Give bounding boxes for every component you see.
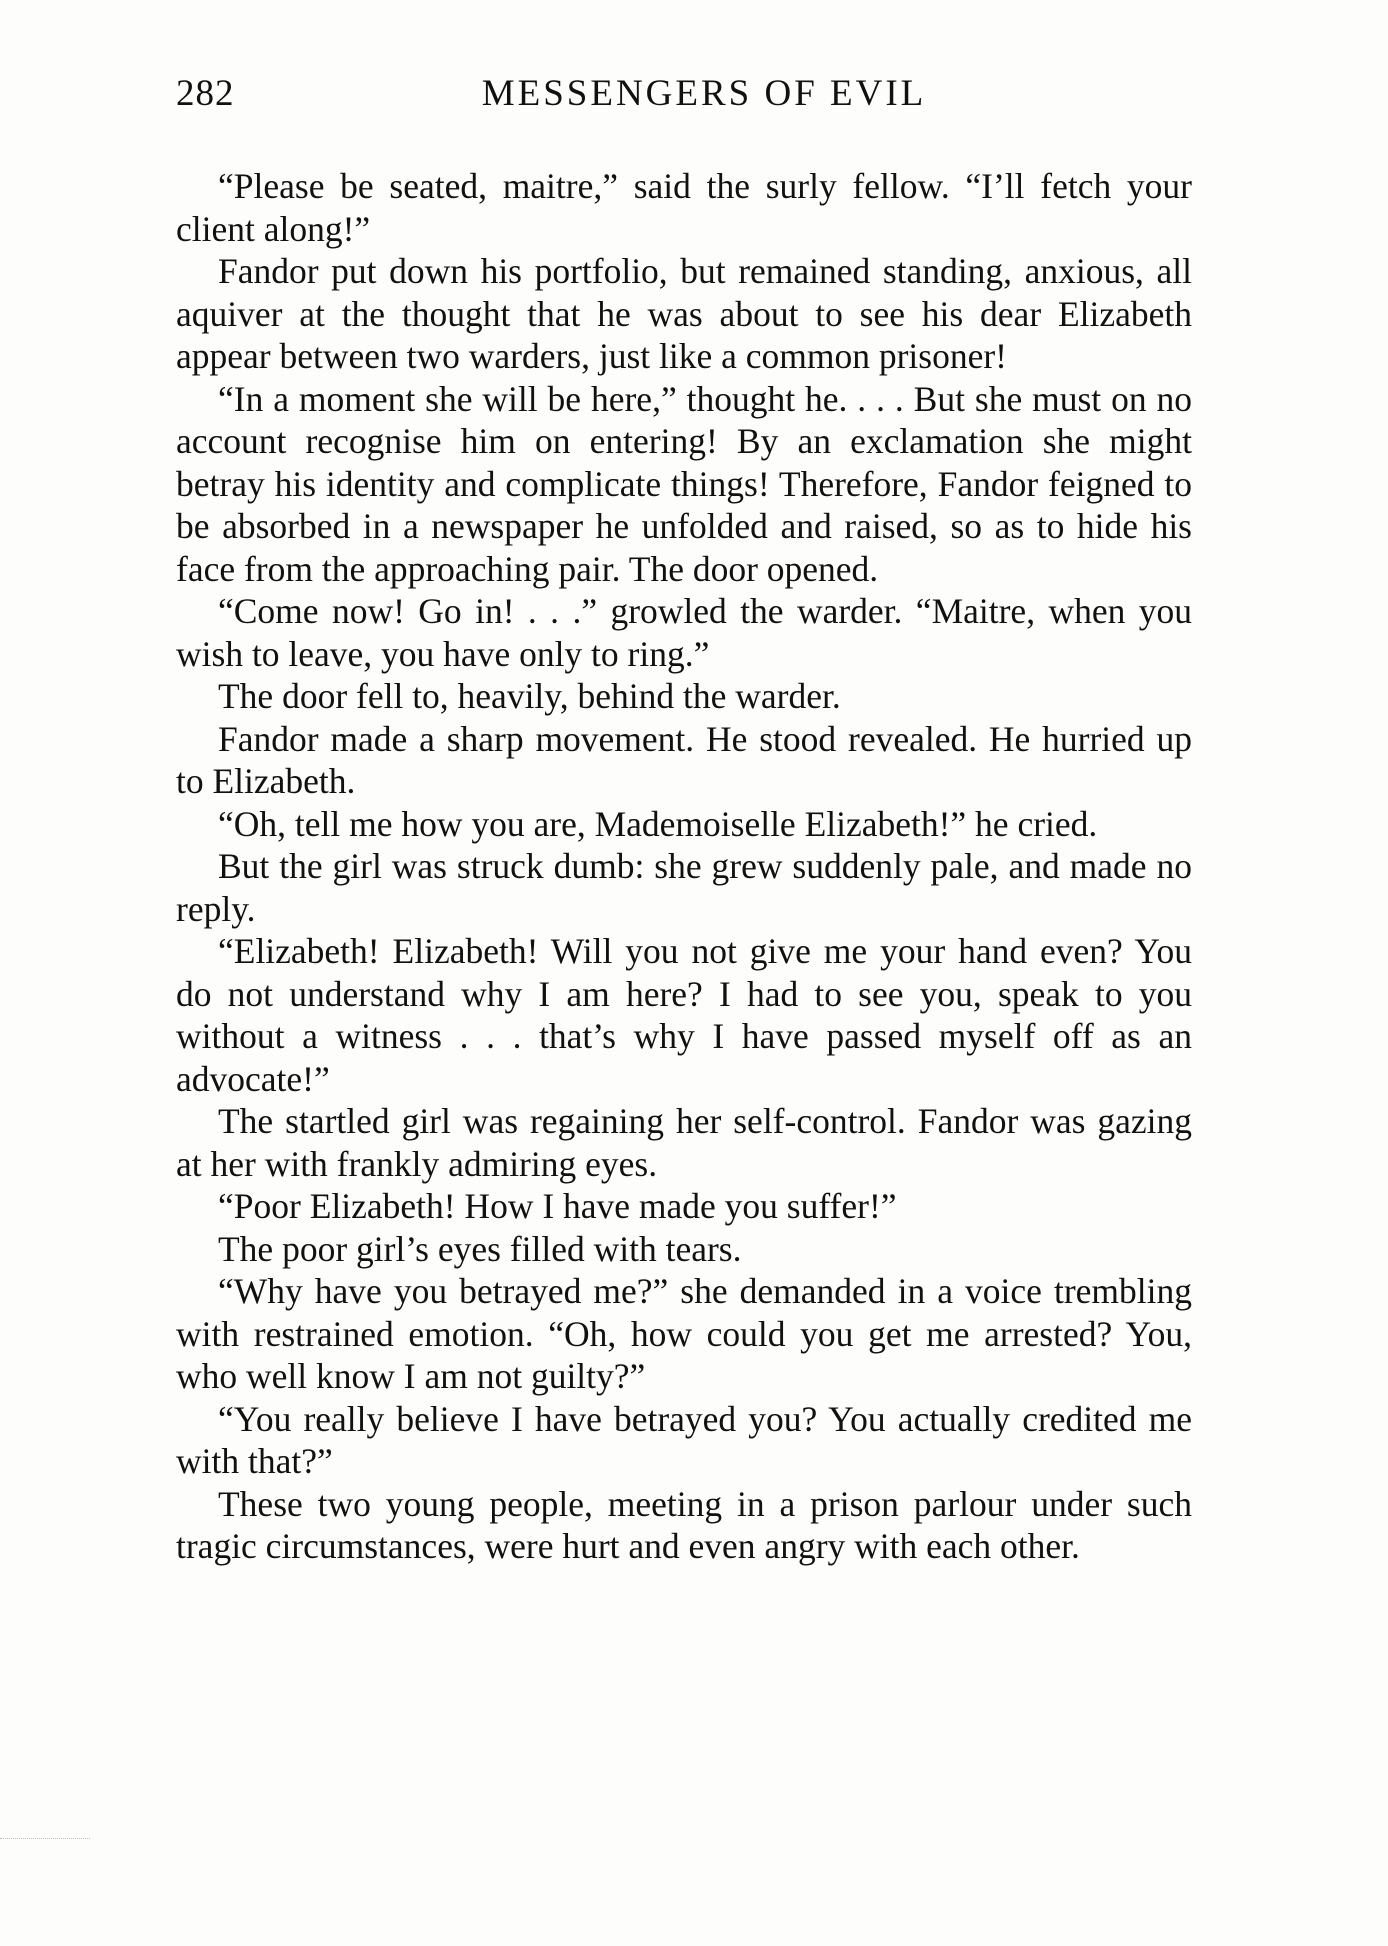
page-header	[176, 72, 1192, 132]
paragraph: “Oh, tell me how you are, Mademoiselle Elizabeth!” he cried.	[218, 803, 1098, 844]
paragraph: “You really believe I have betrayed you? You actually credited me with that?”	[176, 1398, 1192, 1481]
paragraph: But the girl was struck dumb: she grew suddenly pale, and made no reply.	[176, 846, 1192, 929]
paragraph: “Poor Elizabeth! How I have made you suffer!”	[218, 1186, 897, 1226]
paragraph: “Please be seated, maitre,” said the surly fellow. “I’ll fetch your client along!”	[176, 166, 1192, 249]
paragraph: The door fell to, heavily, behind the warder.	[218, 676, 841, 716]
page-body	[176, 165, 1192, 1568]
running-title: MESSENGERS OF EVIL	[481, 73, 927, 114]
scan-artifact	[0, 1838, 90, 1840]
paragraph: “Elizabeth! Elizabeth! Will you not give me your hand even? You do not understand why I am here? I had to see you, speak to you without a witness . . . that’s why I have passed myself off as an advocate!”	[176, 931, 1192, 1099]
paragraph: The poor girl’s eyes filled with tears.	[218, 1228, 742, 1269]
paragraph: The startled girl was regaining her self-control. Fandor was gazing at her with frankly admiring eyes.	[176, 1101, 1192, 1184]
paragraph: “In a moment she will be here,” thought he. . . . But she must on no account recognise him on entering! By an exclamation she might betray his identity and complicate things! Therefore, Fandor feigned to be absorbed in a newspaper he unfolded and raised, so as to hide his face from the approaching pair. The door opened.	[176, 378, 1192, 589]
paragraph: “Why have you betrayed me?” she demanded in a voice trembling with restrained emotion. “Oh, how could you get me arrested? You, who well know I am not guilty?”	[176, 1271, 1192, 1396]
paragraph: These two young people, meeting in a prison parlour under such tragic circumstances, were hurt and even angry with each other.	[176, 1483, 1192, 1566]
paragraph: “Come now! Go in! . . .” growled the warder. “Maitre, when you wish to leave, you have only to ring.”	[176, 591, 1192, 674]
page-number: 282	[176, 73, 235, 114]
paragraph: Fandor put down his portfolio, but remained standing, anxious, all aquiver at the thought that he was about to see his dear Elizabeth appear between two warders, just like a common prisoner!	[176, 251, 1192, 376]
paragraph: Fandor made a sharp movement. He stood revealed. He hurried up to Elizabeth.	[176, 718, 1192, 801]
